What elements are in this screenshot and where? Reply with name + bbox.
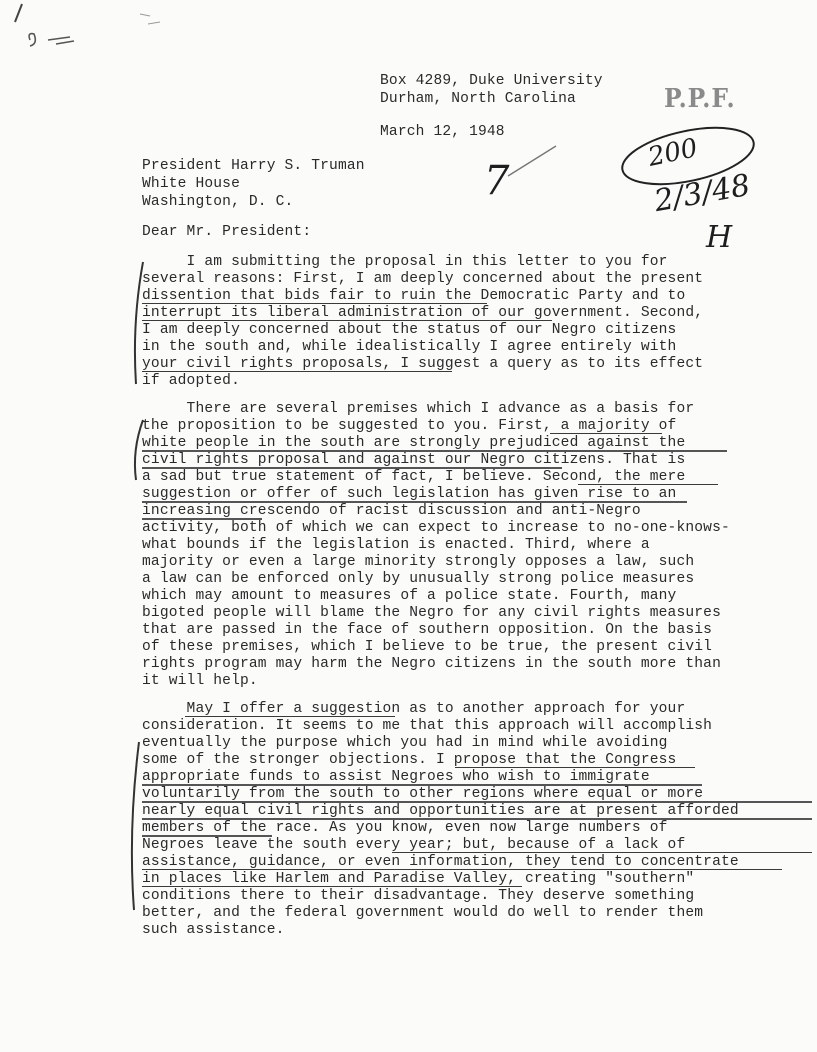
paragraph-line: May I offer a suggestion as to another approach for your bbox=[142, 701, 686, 717]
paragraph-line: a law can be enforced only by unusually strong police measures bbox=[142, 571, 695, 587]
underline-mark bbox=[142, 501, 687, 503]
underline-mark bbox=[142, 518, 262, 520]
underline-mark bbox=[455, 767, 695, 768]
paragraph-line: several reasons: First, I am deeply concerned about the present bbox=[142, 271, 704, 287]
underline-mark bbox=[142, 450, 727, 452]
paragraph-line: such assistance. bbox=[142, 922, 285, 938]
circled-number-note: 200 bbox=[645, 133, 701, 173]
paragraph-line: nearly equal civil rights and opportunities are at present afforded bbox=[142, 803, 739, 819]
paragraph-line: increasing crescendo of racist discussion and anti-Negro bbox=[142, 503, 641, 519]
recipient-line1: President Harry S. Truman bbox=[142, 158, 365, 174]
underline-mark bbox=[142, 835, 272, 837]
paragraph-line: it will help. bbox=[142, 673, 258, 689]
paragraph-line: which may amount to measures of a police state. Fourth, many bbox=[142, 588, 677, 604]
date-note: 2/3/48 bbox=[651, 167, 753, 220]
underline-mark bbox=[142, 303, 487, 304]
paragraph-line: I am deeply concerned about the status of our Negro citizens bbox=[142, 322, 677, 338]
paragraph-line: Negroes leave the south every year; but, because of a lack of bbox=[142, 837, 686, 853]
paragraph-line: in the south and, while idealistically I agree entirely with bbox=[142, 339, 677, 355]
underline-mark bbox=[142, 320, 552, 321]
underline-mark bbox=[185, 716, 395, 717]
paragraph-line: better, and the federal government would do well to render them bbox=[142, 905, 704, 921]
paragraph-line: dissention that bids fair to ruin the Democratic Party and to bbox=[142, 288, 686, 304]
paragraph-line: members of the race. As you know, even now large numbers of bbox=[142, 820, 668, 836]
underline-mark bbox=[142, 784, 702, 786]
paragraph-line: the proposition to be suggested to you. First, a majority of bbox=[142, 418, 677, 434]
underline-mark bbox=[550, 433, 662, 434]
paragraph-line: appropriate funds to assist Negroes who wish to immigrate bbox=[142, 769, 650, 785]
letter-date: March 12, 1948 bbox=[380, 124, 505, 140]
paragraph-line: There are several premises which I advance as a basis for bbox=[142, 401, 695, 417]
paragraph-line: majority or even a large minority strongly opposes a law, such bbox=[142, 554, 695, 570]
paragraph-line: of these premises, which I believe to be true, the present civil bbox=[142, 639, 713, 655]
underline-mark bbox=[142, 371, 452, 372]
salutation: Dear Mr. President: bbox=[142, 224, 312, 240]
underline-mark bbox=[142, 886, 522, 887]
underline-mark bbox=[578, 484, 718, 485]
recipient-line2: White House bbox=[142, 176, 240, 192]
paragraph-line: white people in the south are strongly prejudiced against the bbox=[142, 435, 686, 451]
paragraph-line: in places like Harlem and Paradise Valley, creating "southern" bbox=[142, 871, 695, 887]
underline-mark bbox=[142, 801, 812, 803]
paragraph-line: a sad but true statement of fact, I believe. Second, the mere bbox=[142, 469, 686, 485]
seven-note: 7 bbox=[484, 158, 510, 204]
initials-note: H bbox=[706, 220, 733, 255]
paragraph-line: your civil rights proposals, I suggest a query as to its effect bbox=[142, 356, 704, 372]
paragraph-line: what bounds if the legislation is enacted. Third, where a bbox=[142, 537, 650, 553]
paragraph-line: assistance, guidance, or even information, they tend to concentrate bbox=[142, 854, 739, 870]
underline-mark bbox=[392, 852, 812, 853]
paragraph-line: some of the stronger objections. I propose that the Congress bbox=[142, 752, 677, 768]
paragraph-line: activity, both of which we can expect to increase to no-one-knows- bbox=[142, 520, 730, 536]
paragraph-line: rights program may harm the Negro citizens in the south more than bbox=[142, 656, 721, 672]
margin-bracket bbox=[132, 742, 139, 910]
recipient-line3: Washington, D. C. bbox=[142, 194, 294, 210]
paragraph-line: that are passed in the face of southern opposition. On the basis bbox=[142, 622, 713, 638]
paragraph-line: voluntarily from the south to other regions where equal or more bbox=[142, 786, 704, 802]
sender-address-line2: Durham, North Carolina bbox=[380, 91, 576, 107]
underline-mark bbox=[142, 818, 812, 820]
paragraph-line: consideration. It seems to me that this approach will accomplish bbox=[142, 718, 713, 734]
underline-mark bbox=[142, 467, 562, 469]
paragraph-line: eventually the purpose which you had in mind while avoiding bbox=[142, 735, 668, 751]
sender-address-line1: Box 4289, Duke University bbox=[380, 73, 603, 89]
paragraph-line: conditions there to their disadvantage. They deserve something bbox=[142, 888, 695, 904]
paragraph-line: interrupt its liberal administration of our government. Second, bbox=[142, 305, 704, 321]
paragraph-line: civil rights proposal and against our Negro citizens. That is bbox=[142, 452, 686, 468]
paragraph-line: suggestion or offer of such legislation has given rise to an bbox=[142, 486, 677, 502]
paragraph-line: I am submitting the proposal in this letter to you for bbox=[142, 254, 668, 270]
paragraph-line: if adopted. bbox=[142, 373, 240, 389]
underline-mark bbox=[142, 869, 782, 870]
ppf-stamp: P.P.F. bbox=[663, 84, 736, 114]
paragraph-line: bigoted people will blame the Negro for any civil rights measures bbox=[142, 605, 721, 621]
